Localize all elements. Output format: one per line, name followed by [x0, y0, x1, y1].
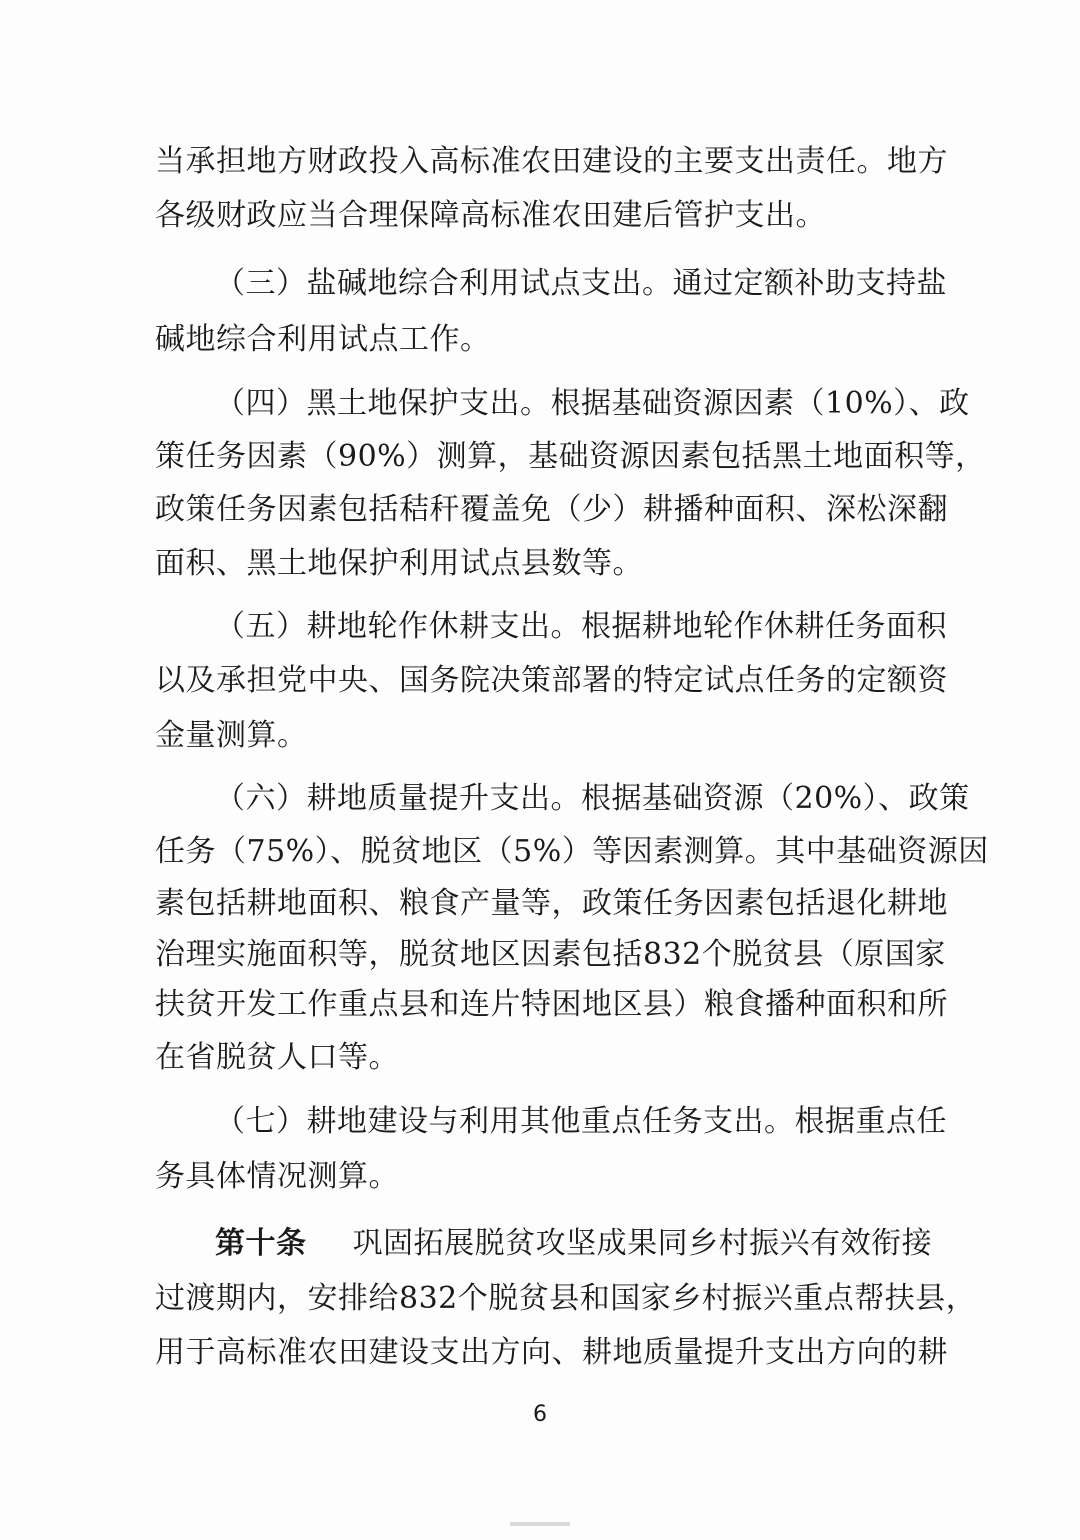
text-line: 以及承担党中央、国务院决策部署的特定试点任务的定额资: [155, 663, 948, 698]
scan-mark: [510, 1522, 570, 1526]
text-line: （五）耕地轮作休耕支出。根据耕地轮作休耕任务面积: [215, 609, 947, 644]
text-line: 扶贫开发工作重点县和连片特困地区县）粮食播种面积和所: [155, 987, 948, 1022]
text-line: 当承担地方财政投入高标准农田建设的主要支出责任。地方: [155, 144, 948, 179]
text-line: 碱地综合利用试点工作。: [155, 322, 491, 357]
article-label: 第十条: [215, 1226, 307, 1261]
text-line: 策任务因素（90%）测算，基础资源因素包括黑土地面积等，: [155, 439, 986, 474]
text-line: （六）耕地质量提升支出。根据基础资源（20%）、政策: [215, 781, 970, 816]
text-line: 治理实施面积等，脱贫地区因素包括832个脱贫县（原国家: [155, 937, 946, 972]
text-line: 面积、黑土地保护利用试点县数等。: [155, 546, 643, 581]
text-line: 金量测算。: [155, 718, 308, 753]
text-line: 任务（75%）、脱贫地区（5%）等因素测算。其中基础资源因: [155, 834, 989, 869]
text-line: （七）耕地建设与利用其他重点任务支出。根据重点任: [215, 1104, 947, 1139]
text-line: 各级财政应当合理保障高标准农田建后管护支出。: [155, 198, 826, 233]
text-line: 务具体情况测算。: [155, 1159, 399, 1194]
text-line: 政策任务因素包括秸秆覆盖免（少）耕播种面积、深松深翻: [155, 492, 948, 527]
text-line: 过渡期内，安排给832个脱贫县和国家乡村振兴重点帮扶县，: [155, 1281, 977, 1316]
text-line: （三）盐碱地综合利用试点支出。通过定额补助支持盐: [215, 266, 947, 301]
article-line: [215, 1224, 933, 1264]
text-segment: 巩固拓展脱贫攻坚成果同乡村振兴有效衔接: [352, 1226, 933, 1261]
text-line: 素包括耕地面积、粮食产量等，政策任务因素包括退化耕地: [155, 886, 948, 921]
page-number: 6: [533, 1402, 547, 1427]
text-line: 用于高标准农田建设支出方向、耕地质量提升支出方向的耕: [155, 1335, 948, 1370]
text-line: （四）黑土地保护支出。根据基础资源因素（10%）、政: [215, 386, 970, 421]
text-line: 在省脱贫人口等。: [155, 1040, 399, 1075]
